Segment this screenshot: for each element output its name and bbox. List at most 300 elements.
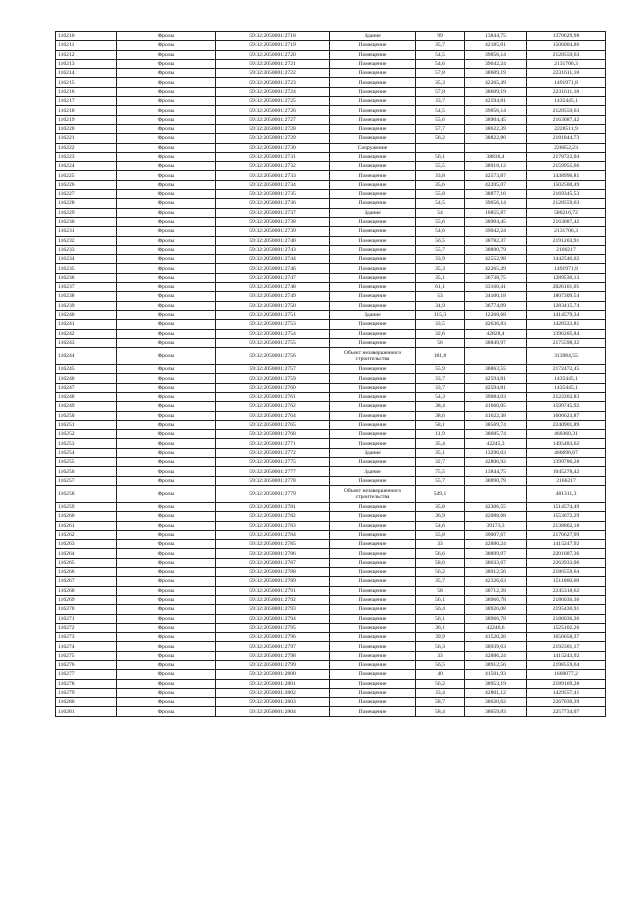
object-type-cell: Помещение xyxy=(330,420,416,429)
unit-value-cell xyxy=(465,143,527,152)
object-type-cell: Помещение xyxy=(330,688,416,697)
locality-cell: Фролы xyxy=(117,568,216,577)
unit-value-cell: 38712,39 xyxy=(465,586,527,595)
locality-cell: Фролы xyxy=(117,467,216,476)
cadastral-value-cell: 2192301,17 xyxy=(527,642,606,651)
row-number-cell: 116220 xyxy=(56,124,117,133)
cadastral-value-cell: 1289530,13 xyxy=(527,273,606,282)
unit-value-cell: 42265,49 xyxy=(465,264,527,273)
unit-value-cell: 38822,86 xyxy=(465,134,527,143)
locality-cell: Фролы xyxy=(117,115,216,124)
cadastral-value-cell: 1414579,34 xyxy=(527,310,606,319)
area-cell: 33,8 xyxy=(416,171,465,180)
unit-value-cell: 13844,75 xyxy=(465,467,527,476)
row-number-cell: 116227 xyxy=(56,190,117,199)
locality-cell: Фролы xyxy=(117,577,216,586)
table-row xyxy=(56,448,606,457)
object-type-cell: Помещение xyxy=(330,41,416,50)
row-number-cell: 116226 xyxy=(56,180,117,189)
cadastral-value-cell: 2189169,28 xyxy=(527,679,606,688)
locality-cell: Фролы xyxy=(117,348,216,365)
object-type-cell: Помещение xyxy=(330,512,416,521)
table-row xyxy=(56,586,606,595)
cadastral-value-cell: 1428333,81 xyxy=(527,320,606,329)
unit-value-cell: 12268,68 xyxy=(465,310,527,319)
cadastral-number-cell: 59:32:2050001:2764 xyxy=(216,411,330,420)
cadastral-value-cell: 1502500,49 xyxy=(527,180,606,189)
cadastral-number-cell: 59:32:2050001:2750 xyxy=(216,301,330,310)
table-row xyxy=(56,338,606,347)
unit-value-cell: 38939,63 xyxy=(465,642,527,651)
cadastral-number-cell: 59:32:2050001:2785 xyxy=(216,540,330,549)
row-number-cell: 116219 xyxy=(56,115,117,124)
cadastral-number-cell: 59:32:2050001:2791 xyxy=(216,586,330,595)
table-row xyxy=(56,521,606,530)
table-row xyxy=(56,50,606,59)
table-row xyxy=(56,512,606,521)
unit-value-cell: 42205,07 xyxy=(465,180,527,189)
table-row xyxy=(56,485,606,502)
object-type-cell: Помещение xyxy=(330,106,416,115)
cadastral-number-cell: 59:32:2050001:2759 xyxy=(216,374,330,383)
cadastral-number-cell: 59:32:2050001:2756 xyxy=(216,348,330,365)
cadastral-value-cell: 313984,55 xyxy=(527,348,606,365)
cadastral-number-cell: 59:32:2050001:2727 xyxy=(216,115,330,124)
area-cell: 56,6 xyxy=(416,549,465,558)
row-number-cell: 116263 xyxy=(56,540,117,549)
unit-value-cell: 42806,92 xyxy=(465,458,527,467)
object-type-cell: Помещение xyxy=(330,521,416,530)
cadastral-number-cell: 59:32:2050001:2726 xyxy=(216,106,330,115)
row-number-cell: 116260 xyxy=(56,512,117,521)
area-cell: 56,3 xyxy=(416,642,465,651)
locality-cell: Фролы xyxy=(117,97,216,106)
table-row xyxy=(56,420,606,429)
row-number-cell: 116255 xyxy=(56,458,117,467)
table-row xyxy=(56,392,606,401)
object-type-cell: Здание xyxy=(330,32,416,41)
table-row xyxy=(56,670,606,679)
unit-value-cell: 38966,78 xyxy=(465,614,527,623)
locality-cell: Фролы xyxy=(117,190,216,199)
row-number-cell: 116268 xyxy=(56,586,117,595)
table-row xyxy=(56,439,606,448)
unit-value-cell: 38890,79 xyxy=(465,476,527,485)
cadastral-number-cell: 59:32:2050001:2789 xyxy=(216,577,330,586)
locality-cell: Фролы xyxy=(117,124,216,133)
area-cell: 57,8 xyxy=(416,69,465,78)
area-cell: 54,5 xyxy=(416,106,465,115)
locality-cell: Фролы xyxy=(117,448,216,457)
table-row xyxy=(56,661,606,670)
cadastral-value-cell: 2263933,06 xyxy=(527,558,606,567)
table-row xyxy=(56,329,606,338)
locality-cell: Фролы xyxy=(117,245,216,254)
object-type-cell: Помещение xyxy=(330,124,416,133)
locality-cell: Фролы xyxy=(117,310,216,319)
table-row xyxy=(56,227,606,236)
table-row xyxy=(56,614,606,623)
object-type-cell: Помещение xyxy=(330,458,416,467)
row-number-cell: 116228 xyxy=(56,199,117,208)
unit-value-cell: 36738,75 xyxy=(465,273,527,282)
unit-value-cell: 42594,81 xyxy=(465,97,527,106)
area-cell: 54,5 xyxy=(416,50,465,59)
object-type-cell: Помещение xyxy=(330,530,416,539)
table-row xyxy=(56,595,606,604)
locality-cell: Фролы xyxy=(117,264,216,273)
object-type-cell: Помещение xyxy=(330,227,416,236)
object-type-cell: Помещение xyxy=(330,152,416,161)
area-cell: 53 xyxy=(416,292,465,301)
area-cell: 57,8 xyxy=(416,87,465,96)
unit-value-cell: 41501,93 xyxy=(465,670,527,679)
locality-cell: Фролы xyxy=(117,78,216,87)
cadastral-number-cell: 59:32:2050001:2732 xyxy=(216,162,330,171)
unit-value-cell: 42880,24 xyxy=(465,540,527,549)
locality-cell: Фролы xyxy=(117,605,216,614)
object-type-cell: Помещение xyxy=(330,679,416,688)
object-type-cell: Помещение xyxy=(330,329,416,338)
row-number-cell: 116224 xyxy=(56,162,117,171)
locality-cell: Фролы xyxy=(117,320,216,329)
row-number-cell: 116269 xyxy=(56,595,117,604)
cadastral-number-cell: 59:32:2050001:2728 xyxy=(216,124,330,133)
cadastral-value-cell: 1514574,49 xyxy=(527,502,606,511)
object-type-cell: Помещение xyxy=(330,595,416,604)
cadastral-number-cell: 59:32:2050001:2749 xyxy=(216,292,330,301)
area-cell: 36,1 xyxy=(416,623,465,632)
row-number-cell: 116240 xyxy=(56,310,117,319)
locality-cell: Фролы xyxy=(117,614,216,623)
cadastral-number-cell: 59:32:2050001:2803 xyxy=(216,698,330,707)
cadastral-value-cell: 2169345,53 xyxy=(527,190,606,199)
area-cell: 58,4 xyxy=(416,707,465,716)
row-number-cell: 116216 xyxy=(56,87,117,96)
unit-value-cell: 38926,08 xyxy=(465,605,527,614)
locality-cell: Фролы xyxy=(117,162,216,171)
cadastral-value-cell: 2131706,3 xyxy=(527,227,606,236)
area-cell: 54,6 xyxy=(416,59,465,68)
cadastral-value-cell: 1491971,8 xyxy=(527,264,606,273)
area-cell: 54,5 xyxy=(416,199,465,208)
object-type-cell: Помещение xyxy=(330,670,416,679)
row-number-cell: 116241 xyxy=(56,320,117,329)
table-row xyxy=(56,283,606,292)
table-row xyxy=(56,69,606,78)
area-cell: 34,9 xyxy=(416,301,465,310)
cadastral-value-cell: 2240901,89 xyxy=(527,420,606,429)
row-number-cell: 116232 xyxy=(56,236,117,245)
object-type-cell: Помещение xyxy=(330,623,416,632)
table-row xyxy=(56,106,606,115)
object-type-cell: Помещение xyxy=(330,374,416,383)
locality-cell: Фролы xyxy=(117,87,216,96)
cadastral-number-cell: 59:32:2050001:2748 xyxy=(216,283,330,292)
row-number-cell: 116223 xyxy=(56,152,117,161)
object-type-cell: Помещение xyxy=(330,190,416,199)
area-cell: 35,6 xyxy=(416,180,465,189)
row-number-cell: 116237 xyxy=(56,283,117,292)
row-number-cell: 116236 xyxy=(56,273,117,282)
cadastral-number-cell: 59:32:2050001:2796 xyxy=(216,633,330,642)
cadastral-value-cell: 2186559,64 xyxy=(527,568,606,577)
locality-cell: Фролы xyxy=(117,134,216,143)
cadastral-number-cell: 59:32:2050001:2737 xyxy=(216,208,330,217)
area-cell: 56,2 xyxy=(416,679,465,688)
area-cell: 55,8 xyxy=(416,190,465,199)
object-type-cell: Помещение xyxy=(330,115,416,124)
cadastral-number-cell: 59:32:2050001:2724 xyxy=(216,87,330,96)
area-cell: 55,9 xyxy=(416,365,465,374)
row-number-cell: 116231 xyxy=(56,227,117,236)
unit-value-cell xyxy=(465,348,527,365)
cadastral-value-cell: 2163087,42 xyxy=(527,115,606,124)
row-number-cell: 116245 xyxy=(56,365,117,374)
table-row xyxy=(56,502,606,511)
locality-cell: Фролы xyxy=(117,171,216,180)
table-row xyxy=(56,365,606,374)
row-number-cell: 116234 xyxy=(56,255,117,264)
object-type-cell: Помещение xyxy=(330,402,416,411)
locality-cell: Фролы xyxy=(117,707,216,716)
object-type-cell: Помещение xyxy=(330,558,416,567)
cadastral-number-cell: 59:32:2050001:2786 xyxy=(216,549,330,558)
cadastral-value-cell: 2128559,63 xyxy=(527,106,606,115)
table-row xyxy=(56,476,606,485)
unit-value-cell: 38609,19 xyxy=(465,69,527,78)
object-type-cell: Помещение xyxy=(330,69,416,78)
area-cell: 55,5 xyxy=(416,162,465,171)
row-number-cell: 116267 xyxy=(56,577,117,586)
row-number-cell: 116215 xyxy=(56,78,117,87)
cadastral-value-cell: 2172472,45 xyxy=(527,365,606,374)
table-row xyxy=(56,162,606,171)
cadastral-value-cell: 2231611,18 xyxy=(527,87,606,96)
locality-cell: Фролы xyxy=(117,152,216,161)
cadastral-value-cell: 1435445,1 xyxy=(527,383,606,392)
cadastral-value-cell: 1045278,42 xyxy=(527,467,606,476)
cadastral-value-cell: 1807309,54 xyxy=(527,292,606,301)
unit-value-cell: 10855,87 xyxy=(465,208,527,217)
unit-value-cell: 42326,63 xyxy=(465,577,527,586)
object-type-cell: Помещение xyxy=(330,301,416,310)
cadastral-number-cell: 59:32:2050001:2784 xyxy=(216,530,330,539)
object-type-cell: Помещение xyxy=(330,651,416,660)
object-type-cell: Здание xyxy=(330,310,416,319)
cadastral-number-cell: 59:32:2050001:2719 xyxy=(216,41,330,50)
area-cell: 54 xyxy=(416,208,465,217)
cadastral-number-cell: 59:32:2050001:2755 xyxy=(216,338,330,347)
table-row xyxy=(56,255,606,264)
row-number-cell: 116281 xyxy=(56,707,117,716)
area-cell: 33,7 xyxy=(416,97,465,106)
object-type-cell: Сооружение xyxy=(330,143,416,152)
unit-value-cell: 34100,18 xyxy=(465,292,527,301)
table-row xyxy=(56,320,606,329)
cadastral-value-cell: 1495483,62 xyxy=(527,439,606,448)
locality-cell: Фролы xyxy=(117,255,216,264)
locality-cell: Фролы xyxy=(117,661,216,670)
cadastral-number-cell: 59:32:2050001:2738 xyxy=(216,217,330,226)
area-cell: 75,5 xyxy=(416,467,465,476)
row-number-cell: 116258 xyxy=(56,485,117,502)
locality-cell: Фролы xyxy=(117,623,216,632)
table-row xyxy=(56,698,606,707)
cadastral-number-cell: 59:32:2050001:2793 xyxy=(216,605,330,614)
locality-cell: Фролы xyxy=(117,411,216,420)
cadastral-value-cell: 1442546,02 xyxy=(527,255,606,264)
cadastral-number-cell: 59:32:2050001:2788 xyxy=(216,568,330,577)
object-type-cell: Помещение xyxy=(330,392,416,401)
cadastral-number-cell: 59:32:2050001:2743 xyxy=(216,245,330,254)
unit-value-cell: 42246,6 xyxy=(465,623,527,632)
cadastral-number-cell: 59:32:2050001:2783 xyxy=(216,521,330,530)
area-cell: 58,7 xyxy=(416,698,465,707)
row-number-cell: 116229 xyxy=(56,208,117,217)
locality-cell: Фролы xyxy=(117,670,216,679)
object-type-cell: Помещение xyxy=(330,540,416,549)
cadastral-number-cell: 59:32:2050001:2792 xyxy=(216,595,330,604)
cadastral-number-cell: 59:32:2050001:2720 xyxy=(216,50,330,59)
object-type-cell: Помещение xyxy=(330,87,416,96)
area-cell: 115,3 xyxy=(416,310,465,319)
unit-value-cell: 36774,09 xyxy=(465,301,527,310)
cadastral-number-cell: 59:32:2050001:2779 xyxy=(216,485,330,502)
unit-value-cell: 42245,3 xyxy=(465,439,527,448)
area-cell: 54,6 xyxy=(416,227,465,236)
cadastral-number-cell: 59:32:2050001:2721 xyxy=(216,59,330,68)
unit-value-cell: 42306,55 xyxy=(465,502,527,511)
object-type-cell: Помещение xyxy=(330,642,416,651)
table-row xyxy=(56,540,606,549)
table-row xyxy=(56,651,606,660)
row-number-cell: 116222 xyxy=(56,143,117,152)
area-cell: 99 xyxy=(416,32,465,41)
row-number-cell: 116221 xyxy=(56,134,117,143)
cadastral-number-cell: 59:32:2050001:2723 xyxy=(216,78,330,87)
cadastral-number-cell: 59:32:2050001:2778 xyxy=(216,476,330,485)
cadastral-number-cell: 59:32:2050001:2799 xyxy=(216,661,330,670)
unit-value-cell: 38622,39 xyxy=(465,124,527,133)
table-row xyxy=(56,152,606,161)
table-row xyxy=(56,577,606,586)
object-type-cell: Объект незавершенного строительства xyxy=(330,485,416,502)
object-type-cell: Помещение xyxy=(330,633,416,642)
row-number-cell: 116246 xyxy=(56,374,117,383)
table-row xyxy=(56,348,606,365)
object-type-cell: Помещение xyxy=(330,199,416,208)
cadastral-number-cell: 59:32:2050001:2794 xyxy=(216,614,330,623)
cadastral-value-cell: 2195430,91 xyxy=(527,605,606,614)
unit-value-cell: 41622,38 xyxy=(465,411,527,420)
unit-value-cell: 33160,41 xyxy=(465,283,527,292)
unit-value-cell: 39084,03 xyxy=(465,392,527,401)
cadastral-number-cell: 59:32:2050001:2804 xyxy=(216,707,330,716)
cadastral-value-cell: 2245318,62 xyxy=(527,586,606,595)
locality-cell: Фролы xyxy=(117,521,216,530)
cadastral-number-cell: 59:32:2050001:2735 xyxy=(216,190,330,199)
area-cell: 56,1 xyxy=(416,595,465,604)
table-row xyxy=(56,301,606,310)
cadastral-value-cell: 1396205,84 xyxy=(527,329,606,338)
area-cell: 33,7 xyxy=(416,374,465,383)
unit-value-cell: 39173,3 xyxy=(465,521,527,530)
object-type-cell: Помещение xyxy=(330,586,416,595)
row-number-cell: 116211 xyxy=(56,41,117,50)
cadastral-number-cell: 59:32:2050001:2802 xyxy=(216,688,330,697)
object-type-cell: Помещение xyxy=(330,59,416,68)
locality-cell: Фролы xyxy=(117,236,216,245)
locality-cell: Фролы xyxy=(117,292,216,301)
cadastral-value-cell: 1506004,86 xyxy=(527,41,606,50)
cadastral-value-cell: 2201687,36 xyxy=(527,549,606,558)
area-cell: 33,7 xyxy=(416,383,465,392)
cadastral-number-cell: 59:32:2050001:2736 xyxy=(216,199,330,208)
cadastral-value-cell: 2166217 xyxy=(527,476,606,485)
cadastral-number-cell: 59:32:2050001:2777 xyxy=(216,467,330,476)
table-row xyxy=(56,549,606,558)
locality-cell: Фролы xyxy=(117,485,216,502)
locality-cell: Фролы xyxy=(117,530,216,539)
table-row xyxy=(56,568,606,577)
cadastral-value-cell: 2186036,36 xyxy=(527,595,606,604)
object-type-cell: Помещение xyxy=(330,605,416,614)
locality-cell: Фролы xyxy=(117,420,216,429)
row-number-cell: 116225 xyxy=(56,171,117,180)
table-row xyxy=(56,236,606,245)
cadastral-number-cell: 59:32:2050001:2772 xyxy=(216,448,330,457)
table-row xyxy=(56,642,606,651)
area-cell: 61,1 xyxy=(416,283,465,292)
unit-value-cell: 42594,81 xyxy=(465,374,527,383)
area-cell: 33,5 xyxy=(416,320,465,329)
object-type-cell: Объект незавершенного строительства xyxy=(330,348,416,365)
cadastral-value-cell: 2231611,18 xyxy=(527,69,606,78)
object-type-cell: Помещение xyxy=(330,320,416,329)
row-number-cell: 116244 xyxy=(56,348,117,365)
cadastral-number-cell: 59:32:2050001:2729 xyxy=(216,134,330,143)
row-number-cell: 116250 xyxy=(56,411,117,420)
unit-value-cell: 13844,75 xyxy=(465,32,527,41)
cadastral-number-cell: 59:32:2050001:2768 xyxy=(216,430,330,439)
area-cell: 39,9 xyxy=(416,633,465,642)
unit-value-cell: 38659,83 xyxy=(465,707,527,716)
row-number-cell: 116235 xyxy=(56,264,117,273)
cadastral-number-cell: 59:32:2050001:2739 xyxy=(216,227,330,236)
cadastral-number-cell: 59:32:2050001:2747 xyxy=(216,273,330,282)
row-number-cell: 116256 xyxy=(56,467,117,476)
object-type-cell: Помещение xyxy=(330,217,416,226)
row-number-cell: 116212 xyxy=(56,50,117,59)
area-cell: 55,8 xyxy=(416,530,465,539)
cadastral-number-cell: 59:32:2050001:2740 xyxy=(216,236,330,245)
cadastral-number-cell: 59:32:2050001:2722 xyxy=(216,69,330,78)
table-row xyxy=(56,458,606,467)
table-row xyxy=(56,217,606,226)
cadastral-value-cell: 460360,31 xyxy=(527,430,606,439)
locality-cell: Фролы xyxy=(117,365,216,374)
cadastral-number-cell: 59:32:2050001:2718 xyxy=(216,32,330,41)
cadastral-value-cell: 2163087,42 xyxy=(527,217,606,226)
unit-value-cell: 39042,24 xyxy=(465,59,527,68)
row-number-cell: 116264 xyxy=(56,549,117,558)
unit-value-cell: 39007,67 xyxy=(465,530,527,539)
cadastral-number-cell: 59:32:2050001:2797 xyxy=(216,642,330,651)
locality-cell: Фролы xyxy=(117,586,216,595)
table-row xyxy=(56,558,606,567)
table-row xyxy=(56,32,606,41)
